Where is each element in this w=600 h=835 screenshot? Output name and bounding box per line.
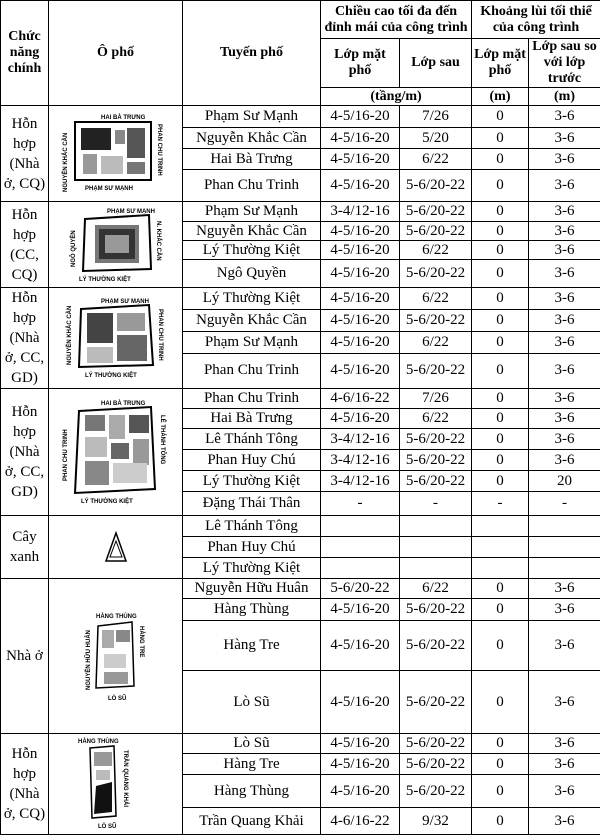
setback-front-cell: 0 bbox=[472, 309, 529, 331]
setback-back-cell: - bbox=[529, 492, 600, 516]
back-height-cell: 5-6/20-22 bbox=[400, 734, 472, 754]
back-height-cell: 5-6/20-22 bbox=[400, 754, 472, 774]
setback-back-cell: 3-6 bbox=[529, 331, 600, 353]
map-label: PHAN CHU TRINH bbox=[155, 123, 162, 176]
back-height-cell: 6/22 bbox=[400, 409, 472, 429]
front-height-cell: 4-5/16-20 bbox=[321, 409, 400, 429]
setback-back-cell bbox=[529, 558, 600, 579]
setback-back-cell: 3-6 bbox=[529, 754, 600, 774]
street-cell: Hàng Tre bbox=[183, 754, 321, 774]
street-cell: Hai Bà Trưng bbox=[183, 149, 321, 170]
header-function: Chức năng chính bbox=[1, 1, 49, 106]
header-back-layer: Lớp sau bbox=[400, 39, 472, 88]
setback-front-cell: 0 bbox=[472, 429, 529, 450]
block-plan-2 bbox=[49, 202, 183, 288]
map-label: LÒ SŨ bbox=[107, 696, 126, 702]
setback-back-cell: 3-6 bbox=[529, 149, 600, 170]
map-label: HAI BÀ TRƯNG bbox=[100, 114, 145, 121]
setback-back-cell: 3-6 bbox=[529, 241, 600, 260]
back-height-cell: - bbox=[400, 492, 472, 516]
street-cell: Lò Sũ bbox=[183, 671, 321, 734]
setback-front-cell: 0 bbox=[472, 170, 529, 202]
function-cell: Hỗn hợp (CC, CQ) bbox=[1, 202, 49, 288]
map-label: PHẠM SƯ MẠNH bbox=[84, 185, 133, 192]
map-label: LÊ THÁNH TÔNG bbox=[158, 415, 165, 465]
front-height-cell: 3-4/12-16 bbox=[321, 471, 400, 492]
setback-back-cell: 3-6 bbox=[529, 671, 600, 734]
front-height-cell bbox=[321, 537, 400, 558]
setback-front-cell: 0 bbox=[472, 389, 529, 409]
block-map-2 bbox=[61, 205, 171, 285]
header-unit-m2: (m) bbox=[529, 88, 600, 106]
block-plan-4 bbox=[49, 389, 183, 516]
map-label: PHAN CHU TRINH bbox=[156, 309, 163, 361]
street-cell: Lê Thánh Tông bbox=[183, 516, 321, 537]
back-height-cell: 5-6/20-22 bbox=[400, 471, 472, 492]
back-height-cell: 5-6/20-22 bbox=[400, 353, 472, 388]
setback-front-cell: 0 bbox=[472, 471, 529, 492]
back-height-cell: 7/26 bbox=[400, 106, 472, 128]
front-height-cell: 4-5/16-20 bbox=[321, 353, 400, 388]
setback-front-cell: 0 bbox=[472, 106, 529, 128]
setback-back-cell: 3-6 bbox=[529, 222, 600, 241]
front-height-cell: 5-6/20-22 bbox=[321, 579, 400, 599]
street-cell: Đặng Thái Thân bbox=[183, 492, 321, 516]
map-label: LÝ THƯỜNG KIỆT bbox=[80, 499, 133, 505]
block-plan-7 bbox=[49, 734, 183, 835]
setback-front-cell: 0 bbox=[472, 671, 529, 734]
setback-back-cell: 3-6 bbox=[529, 128, 600, 149]
front-height-cell: 4-5/16-20 bbox=[321, 621, 400, 671]
street-cell: Lý Thường Kiệt bbox=[183, 558, 321, 579]
block-map-3 bbox=[61, 295, 171, 381]
header-setback-group: Khoảng lùi tối thiể của công trình bbox=[472, 1, 600, 39]
front-height-cell: 4-5/16-20 bbox=[321, 241, 400, 260]
street-cell: Lý Thường Kiệt bbox=[183, 241, 321, 260]
map-label: LÝ THƯỜNG KIỆT bbox=[84, 373, 137, 379]
setback-back-cell: 3-6 bbox=[529, 579, 600, 599]
back-height-cell: 5-6/20-22 bbox=[400, 429, 472, 450]
street-cell: Hàng Thùng bbox=[183, 599, 321, 621]
back-height-cell: 6/22 bbox=[400, 288, 472, 310]
front-height-cell: 4-6/16-22 bbox=[321, 808, 400, 835]
setback-back-cell: 3-6 bbox=[529, 288, 600, 310]
setback-back-cell: 3-6 bbox=[529, 409, 600, 429]
back-height-cell bbox=[400, 516, 472, 537]
street-cell: Trần Quang Khải bbox=[183, 808, 321, 835]
header-setback-front: Lớp mặt phố bbox=[472, 39, 529, 88]
setback-front-cell: 0 bbox=[472, 754, 529, 774]
front-height-cell: 4-5/16-20 bbox=[321, 222, 400, 241]
header-unit-m1: (m) bbox=[472, 88, 529, 106]
street-cell: Nguyễn Khắc Cần bbox=[183, 128, 321, 149]
setback-back-cell: 3-6 bbox=[529, 202, 600, 222]
setback-front-cell: 0 bbox=[472, 621, 529, 671]
setback-front-cell: 0 bbox=[472, 774, 529, 808]
map-label: NGÔ QUYỀN bbox=[70, 229, 77, 267]
back-height-cell: 5-6/20-22 bbox=[400, 222, 472, 241]
setback-front-cell: 0 bbox=[472, 734, 529, 754]
back-height-cell: 6/22 bbox=[400, 579, 472, 599]
street-cell: Hàng Thùng bbox=[183, 774, 321, 808]
front-height-cell bbox=[321, 558, 400, 579]
block-plan-6 bbox=[49, 579, 183, 734]
back-height-cell: 5-6/20-22 bbox=[400, 170, 472, 202]
back-height-cell: 6/22 bbox=[400, 331, 472, 353]
setback-back-cell: 3-6 bbox=[529, 106, 600, 128]
setback-front-cell: 0 bbox=[472, 202, 529, 222]
map-label: N. KHẮC CẦN bbox=[154, 220, 161, 261]
setback-front-cell: 0 bbox=[472, 241, 529, 260]
front-height-cell: 4-6/16-22 bbox=[321, 389, 400, 409]
back-height-cell: 5-6/20-22 bbox=[400, 309, 472, 331]
function-cell: Nhà ở bbox=[1, 579, 49, 734]
street-cell: Phan Chu Trinh bbox=[183, 353, 321, 388]
back-height-cell: 9/32 bbox=[400, 808, 472, 835]
setback-back-cell: 3-6 bbox=[529, 389, 600, 409]
back-height-cell: 5-6/20-22 bbox=[400, 671, 472, 734]
header-setback-back: Lớp sau so với lớp trước bbox=[529, 39, 600, 88]
map-label: LÝ THƯỜNG KIỆT bbox=[78, 276, 131, 283]
block-map-4 bbox=[57, 397, 175, 507]
setback-back-cell: 3-6 bbox=[529, 450, 600, 471]
street-cell: Nguyễn Khắc Cần bbox=[183, 222, 321, 241]
setback-front-cell: 0 bbox=[472, 353, 529, 388]
back-height-cell: 6/22 bbox=[400, 241, 472, 260]
setback-back-cell bbox=[529, 537, 600, 558]
front-height-cell: 4-5/16-20 bbox=[321, 599, 400, 621]
setback-back-cell: 3-6 bbox=[529, 774, 600, 808]
front-height-cell: - bbox=[321, 492, 400, 516]
block-map-7 bbox=[68, 736, 164, 832]
street-cell: Phạm Sư Mạnh bbox=[183, 106, 321, 128]
street-cell: Nguyễn Khắc Cần bbox=[183, 309, 321, 331]
header-height-group: Chiều cao tối đa đến đỉnh mái của công trình bbox=[321, 1, 472, 39]
function-cell: Hỗn hợp (Nhà ở, CQ) bbox=[1, 734, 49, 835]
setback-front-cell: 0 bbox=[472, 409, 529, 429]
front-height-cell bbox=[321, 516, 400, 537]
map-label: LÒ SŨ bbox=[97, 824, 116, 830]
front-height-cell: 4-5/16-20 bbox=[321, 260, 400, 288]
header-unit-height: (tầng/m) bbox=[321, 88, 472, 106]
street-cell: Hai Bà Trưng bbox=[183, 409, 321, 429]
back-height-cell: 6/22 bbox=[400, 149, 472, 170]
front-height-cell: 3-4/12-16 bbox=[321, 450, 400, 471]
setback-front-cell: - bbox=[472, 492, 529, 516]
street-cell: Phạm Sư Mạnh bbox=[183, 202, 321, 222]
block-map-5 bbox=[96, 527, 136, 567]
setback-back-cell: 3-6 bbox=[529, 621, 600, 671]
map-label: NGUYỄN KHẮC CẦN bbox=[66, 305, 73, 365]
street-cell: Lý Thường Kiệt bbox=[183, 471, 321, 492]
front-height-cell: 4-5/16-20 bbox=[321, 128, 400, 149]
setback-front-cell: 0 bbox=[472, 331, 529, 353]
setback-front-cell: 0 bbox=[472, 149, 529, 170]
setback-front-cell: 0 bbox=[472, 808, 529, 835]
setback-front-cell: 0 bbox=[472, 288, 529, 310]
setback-front-cell: 0 bbox=[472, 260, 529, 288]
map-label: HÀNG THÙNG bbox=[95, 614, 137, 620]
back-height-cell: 5-6/20-22 bbox=[400, 202, 472, 222]
street-cell: Phan Huy Chú bbox=[183, 537, 321, 558]
street-cell: Phan Chu Trinh bbox=[183, 170, 321, 202]
setback-front-cell: 0 bbox=[472, 222, 529, 241]
map-label: PHAN CHU TRINH bbox=[62, 429, 69, 481]
street-cell: Ngô Quyền bbox=[183, 260, 321, 288]
back-height-cell: 5-6/20-22 bbox=[400, 260, 472, 288]
function-cell: Hỗn hợp (Nhà ở, CQ) bbox=[1, 106, 49, 202]
function-cell: Hỗn hợp (Nhà ở, CC, GD) bbox=[1, 389, 49, 516]
header-front-layer: Lớp mặt phố bbox=[321, 39, 400, 88]
header-street: Tuyến phố bbox=[183, 1, 321, 106]
setback-back-cell: 3-6 bbox=[529, 309, 600, 331]
front-height-cell: 4-5/16-20 bbox=[321, 149, 400, 170]
setback-front-cell bbox=[472, 558, 529, 579]
street-cell: Lê Thánh Tông bbox=[183, 429, 321, 450]
setback-back-cell: 3-6 bbox=[529, 734, 600, 754]
front-height-cell: 3-4/12-16 bbox=[321, 429, 400, 450]
street-cell: Nguyễn Hữu Huân bbox=[183, 579, 321, 599]
back-height-cell bbox=[400, 537, 472, 558]
setback-front-cell bbox=[472, 516, 529, 537]
map-label: HÀNG THÙNG bbox=[77, 739, 119, 745]
back-height-cell: 5-6/20-22 bbox=[400, 621, 472, 671]
header-block: Ô phố bbox=[49, 1, 183, 106]
street-cell: Hàng Tre bbox=[183, 621, 321, 671]
block-plan-1 bbox=[49, 106, 183, 202]
map-label: HÀNG TRE bbox=[137, 626, 144, 658]
map-label: HAI BÀ TRƯNG bbox=[100, 401, 145, 407]
front-height-cell: 4-5/16-20 bbox=[321, 774, 400, 808]
front-height-cell: 4-5/16-20 bbox=[321, 288, 400, 310]
front-height-cell: 4-5/16-20 bbox=[321, 170, 400, 202]
function-cell: Cây xanh bbox=[1, 516, 49, 579]
map-label: PHẠM SƯ MẠNH bbox=[106, 208, 155, 215]
setback-front-cell: 0 bbox=[472, 128, 529, 149]
setback-back-cell: 3-6 bbox=[529, 260, 600, 288]
setback-back-cell bbox=[529, 516, 600, 537]
street-cell: Phan Huy Chú bbox=[183, 450, 321, 471]
map-label: NGUYỄN HỮU HUÂN bbox=[85, 630, 92, 690]
setback-front-cell bbox=[472, 537, 529, 558]
setback-front-cell: 0 bbox=[472, 579, 529, 599]
back-height-cell: 5-6/20-22 bbox=[400, 774, 472, 808]
setback-back-cell: 3-6 bbox=[529, 808, 600, 835]
street-cell: Phạm Sư Mạnh bbox=[183, 331, 321, 353]
setback-front-cell: 0 bbox=[472, 450, 529, 471]
setback-back-cell: 3-6 bbox=[529, 599, 600, 621]
map-label: PHẠM SƯ MẠNH bbox=[100, 299, 149, 305]
front-height-cell: 4-5/16-20 bbox=[321, 106, 400, 128]
front-height-cell: 3-4/12-16 bbox=[321, 202, 400, 222]
setback-back-cell: 3-6 bbox=[529, 429, 600, 450]
back-height-cell bbox=[400, 558, 472, 579]
setback-back-cell: 3-6 bbox=[529, 353, 600, 388]
front-height-cell: 4-5/16-20 bbox=[321, 309, 400, 331]
setback-back-cell: 3-6 bbox=[529, 170, 600, 202]
back-height-cell: 7/26 bbox=[400, 389, 472, 409]
street-cell: Phan Chu Trinh bbox=[183, 389, 321, 409]
setback-back-cell: 20 bbox=[529, 471, 600, 492]
back-height-cell: 5-6/20-22 bbox=[400, 450, 472, 471]
block-map-1 bbox=[61, 110, 171, 198]
map-label: NGUYỄN KHẮC CẦN bbox=[62, 132, 69, 192]
setback-front-cell: 0 bbox=[472, 599, 529, 621]
front-height-cell: 4-5/16-20 bbox=[321, 671, 400, 734]
street-cell: Lò Sũ bbox=[183, 734, 321, 754]
front-height-cell: 4-5/16-20 bbox=[321, 331, 400, 353]
block-plan-5 bbox=[49, 516, 183, 579]
street-cell: Lý Thường Kiệt bbox=[183, 288, 321, 310]
block-map-6 bbox=[70, 606, 162, 706]
front-height-cell: 4-5/16-20 bbox=[321, 734, 400, 754]
back-height-cell: 5-6/20-22 bbox=[400, 599, 472, 621]
map-label: TRẦN QUANG KHẢI bbox=[121, 750, 128, 807]
back-height-cell: 5/20 bbox=[400, 128, 472, 149]
front-height-cell: 4-5/16-20 bbox=[321, 754, 400, 774]
block-plan-3 bbox=[49, 288, 183, 389]
function-cell: Hỗn hợp (Nhà ở, CC, GD) bbox=[1, 288, 49, 389]
